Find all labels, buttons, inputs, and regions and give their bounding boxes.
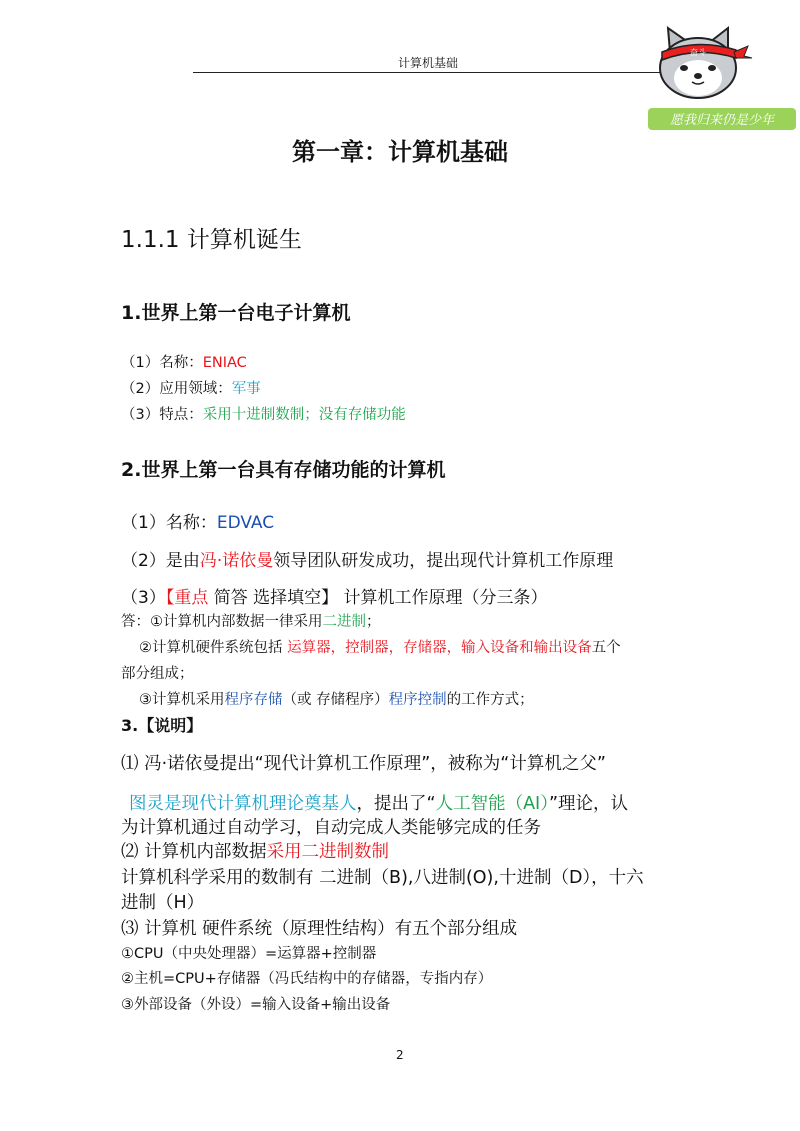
section-title: 1.1.1 计算机诞生 — [121, 227, 302, 253]
page-number: 2 — [396, 1048, 404, 1062]
edvac-keypoint-line: （3）【重点 简答 选择填空】 计算机工作原理（分三条） — [121, 588, 548, 608]
note-1: ⑴ 冯·诺依曼提出“现代计算机工作原理”，被称为“计算机之父” — [121, 754, 606, 774]
header-rule — [193, 72, 665, 73]
header-title: 计算机基础 — [398, 56, 459, 70]
turing-line: 图灵是现代计算机理论奠基人，提出了“人工智能（AI）”理论，认 — [129, 794, 629, 814]
answer-line-2-cont: 部分组成； — [121, 666, 194, 682]
component-2: ②主机=CPU+存储器（冯氏结构中的存储器，专指内存） — [121, 971, 493, 987]
component-3: ③外部设备（外设）=输入设备+输出设备 — [121, 997, 391, 1013]
component-1: ①CPU（中央处理器）=运算器+控制器 — [121, 946, 377, 962]
mascot-logo — [648, 24, 796, 134]
mascot-band-text: 奋斗 — [690, 48, 706, 57]
eniac-heading: 1.世界上第一台电子计算机 — [121, 302, 351, 324]
badge-text: 愿我归来仍是少年 — [669, 113, 775, 128]
edvac-heading: 2.世界上第一台具有存储功能的计算机 — [121, 459, 446, 481]
chapter-title: 第一章：计算机基础 — [292, 138, 508, 166]
turing-line-cont: 为计算机通过自动学习，自动完成人类能够完成的任务 — [121, 818, 541, 838]
answer-line-2: ②计算机硬件系统包括 运算器，控制器，存储器，输入设备和输出设备五个 — [139, 640, 621, 656]
answer-line-1: 答：①计算机内部数据一律采用二进制； — [121, 614, 381, 630]
notes-heading: 3.【说明】 — [121, 716, 203, 735]
edvac-name-line: （1）名称：EDVAC — [121, 513, 275, 533]
note-3: ⑶ 计算机 硬件系统（原理性结构）有五个部分组成 — [121, 919, 518, 939]
radix-line-1: 计算机科学采用的数制有 二进制（B),八进制(O),十进制（D），十六 — [121, 868, 644, 888]
note-2: ⑵ 计算机内部数据采用二进制数制 — [121, 842, 390, 862]
eniac-feature-line: （3）特点：采用十进制数制；没有存储功能 — [121, 407, 406, 423]
edvac-dev-line: （2）是由冯·诺依曼领导团队研发成功，提出现代计算机工作原理 — [121, 551, 614, 571]
answer-line-3: ③计算机采用程序存储（或 存储程序）程序控制的工作方式； — [139, 692, 534, 708]
eniac-field-line: （2）应用领域：军事 — [121, 381, 261, 397]
eniac-name-line: （1）名称：ENIAC — [121, 355, 247, 371]
radix-line-2: 进制（H） — [121, 893, 205, 913]
